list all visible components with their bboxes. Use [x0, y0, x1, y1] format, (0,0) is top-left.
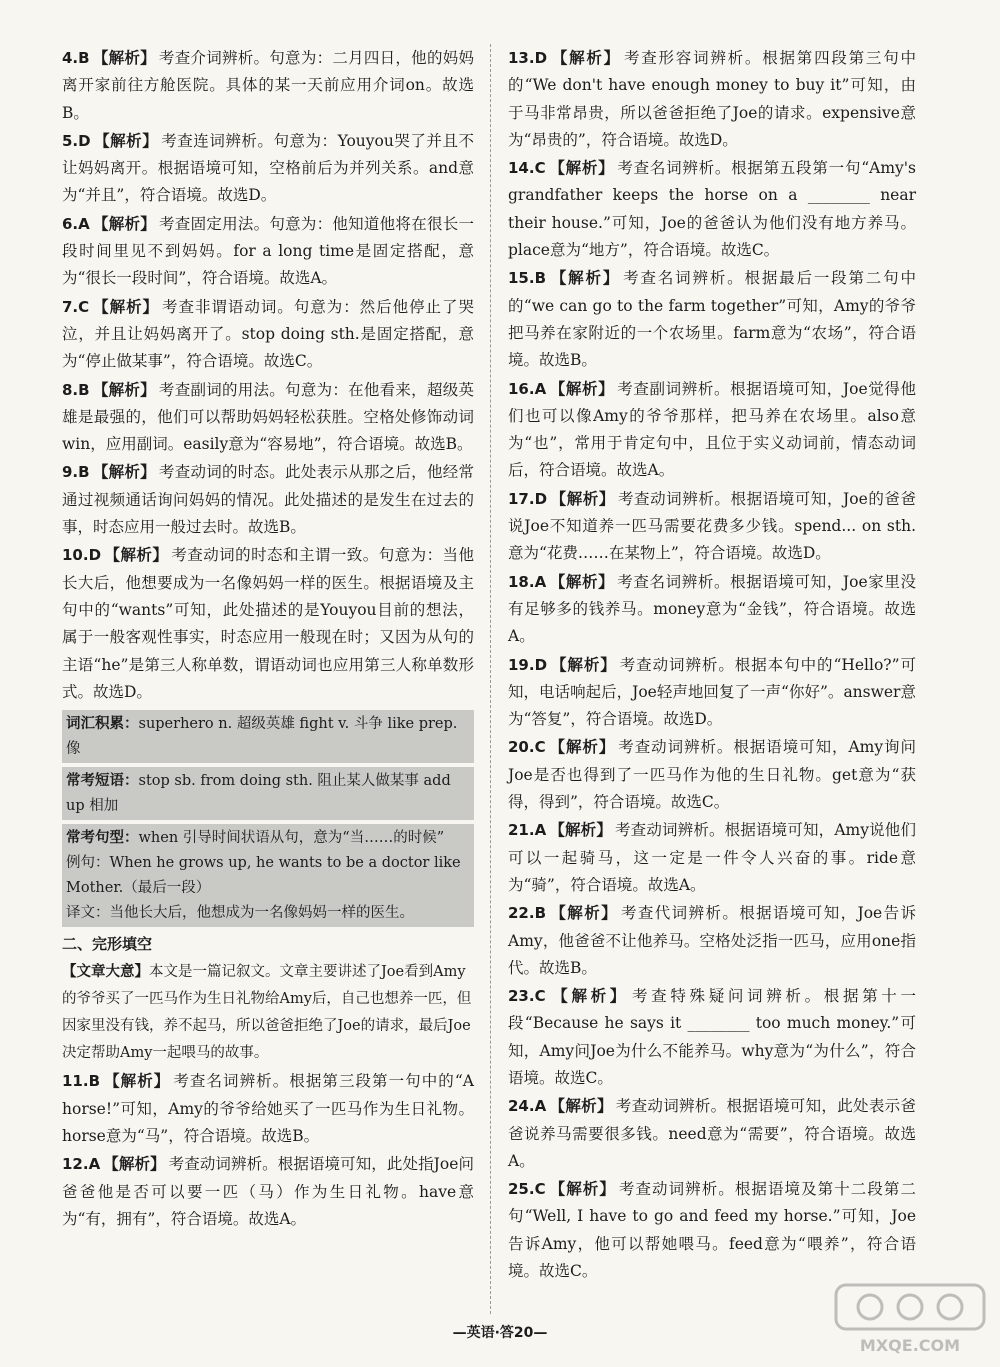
- answer-number: 7.C: [62, 297, 90, 316]
- analysis-tag: 【解析】: [92, 213, 157, 233]
- analysis-tag: 【解析】: [92, 48, 156, 67]
- answer-number: 21.A: [508, 821, 547, 840]
- answer-number: 22.B: [508, 904, 547, 923]
- answer-15: [508, 264, 916, 374]
- analysis-tag: 【解析】: [104, 545, 169, 565]
- answer-text: 考查非谓语动词。句意为：然后他停止了哭泣，并且让妈妈离开了。stop doing sth.是固定搭配，意为“停止做某事”，符合语境。故选C。: [62, 297, 474, 371]
- answer-number: 9.B: [62, 463, 90, 482]
- answer-19: [508, 651, 916, 734]
- answer-16: [508, 375, 916, 485]
- answer-text: 考查名词辨析。根据第三段第一句中的“A horse!”可知，Amy的爷爷给她买了一匹马作为生日礼物。horse意为“马”，符合语境。故选B。: [62, 1072, 474, 1146]
- analysis-tag: 【解析】: [92, 379, 156, 399]
- answer-text: 考查副词辨析。根据语境可知，Joe觉得他们也可以像Amy的爷爷那样，把马养在农场里。also意为“也”，常用于肯定句中，且位于实义动词前，情态动词后，符合语境。故选A。: [508, 379, 916, 480]
- answer-17: [508, 485, 916, 568]
- answer-21: [508, 816, 916, 899]
- answer-12: [62, 1150, 474, 1233]
- answer-number: 14.C: [508, 159, 546, 178]
- answer-text: 考查动词的时态和主谓一致。句意为：当他长大后，他想要成为一名像妈妈一样的医生。根据语境及主句中的“wants”可知，此处描述的是Youyou目前的想法，属于一般客观性事实，时态应用一般现在时；又因为从句的主语“he”是第三人称单数，谓语动词也应用第三人称单数形式。故选D。: [62, 546, 474, 701]
- analysis-tag: 【解析】: [549, 378, 615, 398]
- analysis-tag: 【解析】: [93, 130, 159, 150]
- answer-number: 15.B: [508, 269, 547, 288]
- right-column: [508, 44, 916, 1285]
- analysis-tag: 【解析】: [92, 296, 160, 316]
- analysis-tag: 【解析】: [103, 1154, 166, 1174]
- answer-14: [508, 154, 916, 264]
- answer-22: [508, 899, 916, 982]
- answer-text: 考查连词辨析。句意为：Youyou哭了并且不让妈妈离开。根据语境可知，空格前后为并列关系。and意为“并且”，符合语境。故选D。: [62, 131, 474, 205]
- answer-number: 11.B: [62, 1072, 101, 1091]
- analysis-tag: 【解析】: [548, 737, 616, 757]
- answer-25: [508, 1175, 916, 1285]
- answer-text: 考查固定用法。句意为：他知道他将在很长一段时间里见不到妈妈。for a long time是固定搭配，意为“很长一段时间”，符合语境。故选A。: [62, 214, 474, 288]
- answer-text: 考查动词辨析。根据语境可知，Amy询问Joe是否也得到了一匹马作为他的生日礼物。get意为“获得，得到”，符合语境。故选C。: [508, 738, 916, 812]
- answer-number: 25.C: [508, 1180, 546, 1199]
- answer-24: [508, 1092, 916, 1175]
- phrase-label: 常考短语：: [66, 772, 139, 790]
- answer-text: 考查名词辨析。根据第五段第一句“Amy's grandfather keeps the horse on a ________ near their house.”可知，Joe的爸爸认为他们没有地方养马。place意为“地方”，符合语境。故选C。: [508, 159, 916, 260]
- answer-13: [508, 44, 916, 154]
- analysis-tag: 【解析】: [548, 986, 629, 1006]
- answer-text: 考查副词的用法。句意为：在他看来，超级英雄是最强的，他们可以帮助妈妈轻松获胜。空格处修饰动词win，应用副词。easily意为“容易地”，符合语境。故选B。: [62, 380, 474, 454]
- answer-text: 考查动词辨析。根据语境可知，Joe的爸爸说Joe不知道养一匹马需要花费多少钱。spend... on sth.意为“花费……在某物上”，符合语境。故选D。: [508, 489, 916, 563]
- answer-23: [508, 982, 916, 1092]
- answer-text: 考查动词辨析。根据语境及第十二段第二句“Well, I have to go and feed my horse.”可知，Joe告诉Amy，他可以帮她喂马。feed意为“喂养”，符合语境。故选C。: [508, 1180, 916, 1281]
- answer-text: 考查形容词辨析。根据第四段第三句中的“We don't have enough money to buy it”可知，由于马非常昂贵，所以爸爸拒绝了Joe的请求。expensive意为“昂贵的”，符合语境。故选D。: [508, 49, 916, 149]
- answer-text: 考查名词辨析。根据语境可知，Joe家里没有足够多的钱养马。money意为“金钱”，符合语境。故选A。: [508, 572, 916, 646]
- answer-20: [508, 733, 916, 816]
- answer-text: 考查动词辨析。根据本句中的“Hello?”可知，电话响起后，Joe轻声地回复了一声“你好”。answer意为“答复”，符合语境。故选D。: [508, 655, 916, 729]
- answer-9: [62, 458, 474, 541]
- answer-number: 20.C: [508, 738, 546, 757]
- left-column: [62, 44, 474, 1233]
- analysis-tag: 【解析】: [550, 48, 621, 67]
- watermark-logo: [830, 1279, 990, 1359]
- summary-tag: 【文章大意】: [62, 963, 149, 981]
- answer-number: 17.D: [508, 489, 548, 508]
- page-footer: —英语·答20—: [452, 1325, 548, 1341]
- pattern-text: when 引导时间状语从句，意为“当……的时候”: [138, 830, 445, 847]
- analysis-tag: 【解析】: [549, 268, 621, 288]
- answer-number: 6.A: [62, 214, 90, 233]
- vocab-box: [62, 710, 474, 763]
- answer-18: [508, 568, 916, 651]
- answer-4: [62, 44, 474, 127]
- analysis-tag: 【解析】: [549, 571, 615, 591]
- answer-text: 考查特殊疑问词辨析。根据第十一段“Because he says it ________ too much money.”可知，Amy问Joe为什么不能养马。why意为“为什么”，符合语境。故选C。: [508, 987, 916, 1087]
- pattern-translation: 译文：当他长大后，他想成为一名像妈妈一样的医生。: [66, 905, 414, 922]
- answer-number: 18.A: [508, 572, 547, 591]
- phrase-text: stop sb. from doing sth. 阻止某人做某事 add up 相加: [66, 773, 451, 815]
- analysis-tag: 【解析】: [550, 488, 615, 508]
- pattern-label: 常考句型：: [66, 829, 139, 847]
- analysis-tag: 【解析】: [549, 903, 618, 923]
- analysis-tag: 【解析】: [548, 158, 615, 178]
- summary-text: 本文是一篇记叙文。文章主要讲述了Joe看到Amy的爷爷买了一匹马作为生日礼物给Amy后，自己也想养一匹，但因家里没有钱，养不起马，所以爸爸拒绝了Joe的请求，最后Joe决定帮助Amy一起喂马的故事。: [62, 964, 472, 1062]
- answer-6: [62, 210, 474, 293]
- svg-text:MXQE.COM: MXQE.COM: [859, 1336, 961, 1355]
- answer-text: 考查动词辨析。根据语境可知，Amy说他们可以一起骑马，这一定是一件令人兴奋的事。ride意为“骑”，符合语境。故选A。: [508, 821, 916, 894]
- answer-number: 12.A: [62, 1155, 101, 1174]
- analysis-tag: 【解析】: [549, 820, 613, 840]
- answer-7: [62, 293, 474, 376]
- answer-text: 考查代词辨析。根据语境可知，Joe告诉Amy，他爸爸不让他养马。空格处泛指一匹马，应用one指代。故选B。: [508, 904, 916, 977]
- answer-number: 24.A: [508, 1097, 547, 1116]
- vocab-text: superhero n. 超级英雄 fight v. 斗争 like prep. 像: [66, 716, 458, 758]
- column-divider: [490, 44, 491, 1314]
- analysis-tag: 【解析】: [550, 654, 617, 674]
- answer-number: 13.D: [508, 49, 548, 67]
- answer-text: 考查名词辨析。根据最后一段第二句中的“we can go to the farm together”可知，Amy的爷爷把马养在家附近的一个农场里。farm意为“农场”，符合语境。故选B。: [508, 269, 916, 370]
- article-summary: [62, 958, 474, 1067]
- answer-number: 8.B: [62, 380, 90, 399]
- answer-5: [62, 127, 474, 210]
- vocab-label: 词汇积累：: [66, 715, 139, 733]
- pattern-example: 例句：When he grows up, he wants to be a doctor like Mother.（最后一段）: [66, 855, 461, 897]
- answer-number: 10.D: [62, 546, 102, 565]
- analysis-tag: 【解析】: [92, 462, 156, 482]
- pattern-box: [62, 824, 474, 927]
- answer-text: 考查介词辨析。句意为：二月四日，他的妈妈离开家前往方舱医院。具体的某一天前应用介词on。故选B。: [62, 49, 474, 122]
- answer-number: 23.C: [508, 987, 546, 1006]
- answer-number: 16.A: [508, 379, 547, 398]
- answer-number: 19.D: [508, 655, 548, 674]
- analysis-tag: 【解析】: [548, 1179, 616, 1199]
- answer-10: [62, 541, 474, 706]
- answer-text: 考查动词辨析。根据语境可知，此处表示爸爸说养马需要很多钱。need意为“需要”，符合语境。故选A。: [508, 1097, 916, 1170]
- answer-text: 考查动词辨析。根据语境可知，此处指Joe问爸爸他是否可以要一匹（马）作为生日礼物。have意为“有，拥有”，符合语境。故选A。: [62, 1155, 474, 1228]
- analysis-tag: 【解析】: [549, 1096, 613, 1116]
- answer-number: 5.D: [62, 131, 91, 150]
- answer-8: [62, 376, 474, 459]
- analysis-tag: 【解析】: [103, 1071, 171, 1091]
- section-title: 二、完形填空: [62, 935, 153, 954]
- answer-number: 4.B: [62, 49, 90, 67]
- answer-11: [62, 1067, 474, 1150]
- phrase-box: [62, 767, 474, 820]
- answer-text: 考查动词的时态。此处表示从那之后，他经常通过视频通话询问妈妈的情况。此处描述的是发生在过去的事，时态应用一般过去时。故选B。: [62, 463, 474, 537]
